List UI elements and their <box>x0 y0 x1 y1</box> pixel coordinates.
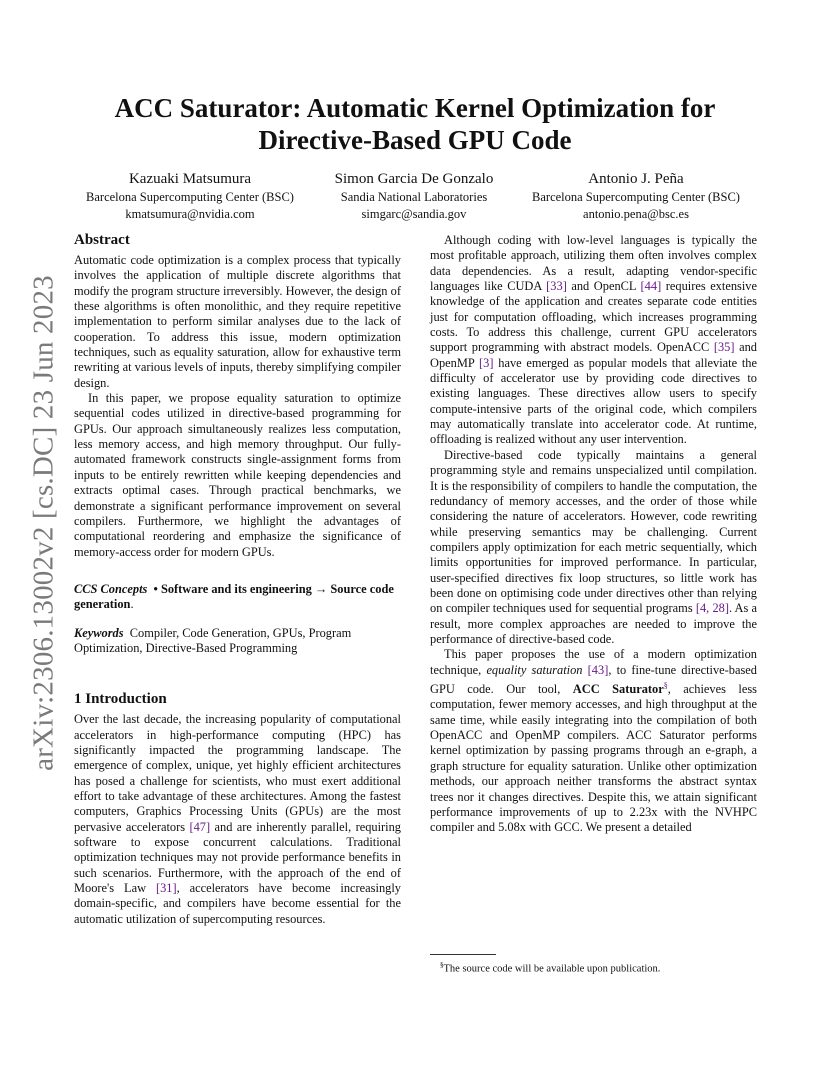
keywords <box>74 626 401 657</box>
author-name: Kazuaki Matsumura <box>128 171 252 187</box>
intro-text: requires extensive knowledge of the application and creates separate code entities just for computation offloading, which increases programming costs. To address this challenge, current GPU accelerators support programming with abstract models. OpenACC <box>430 279 757 355</box>
arxiv-stamp <box>20 275 68 771</box>
footnote-mark: § <box>440 961 444 969</box>
arxiv-id: arXiv:2306.13002v2 [cs.DC] 23 Jun 2023 <box>27 275 60 771</box>
footnote-divider <box>430 954 496 955</box>
intro-text: have emerged as popular models that alleviate the difficulty of accelerator use by providing code directives to existing languages. These directives allow users to specify compute-intensive parts of the original code, which compilers may automatically translate into accelerator code. At runtime, offloading is realized without any user intervention. <box>430 355 757 447</box>
title-line-2: Directive-Based GPU Code <box>258 125 572 155</box>
intro-text: . As a result, more complex approaches are needed to improve the performance of directive-based code. <box>430 601 757 646</box>
keywords-text: Compiler, Code Generation, GPUs, Program Optimization, Directive-Based Programming <box>74 625 352 655</box>
author-block-3 <box>515 170 757 223</box>
right-column <box>430 233 757 836</box>
left-column <box>74 231 401 927</box>
intro-paragraph-2 <box>430 233 757 448</box>
intro-text: and OpenCL <box>566 279 641 294</box>
footnote-text: The source code will be available upon publication. <box>443 963 661 975</box>
footnote <box>440 959 660 976</box>
citation-link[interactable]: [43] <box>587 662 609 677</box>
author-affiliation: Sandia National Laboratories <box>340 190 488 204</box>
citation-link[interactable]: 28] <box>712 601 729 616</box>
intro-text: , achieves less computation, fewer memory accesses, and high throughput at the same time, while easily integrating into the compilation of both OpenACC and OpenMP compilers. ACC Saturator performs kernel optimization by passing programs through an e-graph, a graph structure for equality saturation. Unlike other optimization methods, our approach neither transforms the abstract syntax trees nor it changes directives. Despite this, we attain significant performance improvements of up to 2.23x with the NVHPC compiler and 5.08x with GCC. We present a detailed <box>430 682 758 835</box>
intro-text: Although coding with low-level languages is typically the most profitable approach, utilizing them often involves complex data dependencies. As a result, adapting vendor-specific languages like CUDA <box>430 233 757 294</box>
author-email: kmatsumura@nvidia.com <box>125 207 255 221</box>
abstract-heading: Abstract <box>74 232 130 248</box>
author-block-1 <box>70 170 310 223</box>
author-email: simgarc@sandia.gov <box>361 207 467 221</box>
citation-link[interactable]: [35] <box>713 340 735 355</box>
intro-text: and are inherently parallel, requiring software to expose concurrent calculations. Traditional optimization techniques may not provide performance benefits in such scenarios. Furthermore, with the approach of the end of Moore's Law <box>74 819 402 896</box>
paper-title <box>74 92 756 156</box>
keywords-label: Keywords <box>74 625 124 640</box>
intro-text: , to fine-tune directive-based GPU code. Our tool, <box>430 662 757 697</box>
abstract-paragraph-2: In this paper, we propose equality saturation to optimize sequential codes utilized in directive-based programming for GPUs. Our approach simultaneously realizes less computation, less memory access, and high memory throughput. Our fully-automated framework constructs single-assignment forms from inputs to be entirely rewritten while keeping dependencies and extracts optimal cases. Through practical benchmarks, we demonstrate a significant performance improvement on several compilers. Furthermore, we highlight the advantages of computational reordering and emphasize the significance of memory-access order for modern GPUs. <box>74 391 401 559</box>
author-block-2 <box>316 170 512 223</box>
citation-link[interactable]: [31] <box>155 881 177 896</box>
citation-link[interactable]: [3] <box>479 355 494 370</box>
citation-link[interactable]: [44] <box>640 279 662 294</box>
title-line-1: ACC Saturator: Automatic Kernel Optimization for <box>114 93 716 123</box>
ccs-text: • Software and its engineering → Source code generation <box>74 581 394 612</box>
citation-link[interactable]: [47] <box>189 819 211 834</box>
ccs-concepts <box>74 582 401 613</box>
intro-paragraph-1 <box>74 712 401 927</box>
introduction-heading: 1 Introduction <box>74 691 167 708</box>
author-name: Antonio J. Peña <box>588 171 684 187</box>
abstract-paragraph-1: Automatic code optimization is a complex process that typically involves the application of multiple discrete algorithms that modify the program structure irreversibly. However, the design of these algorithms is often monolithic, and they require repetitive implementation to perform similar analyses due to the lack of cooperation. To address this issue, modern optimization techniques, such as equality saturation, allow for exhaustive term rewriting at various levels of inputs, thereby simplifying compiler design. <box>74 253 401 390</box>
citation-link[interactable]: [4, <box>695 601 710 616</box>
intro-text: Over the last decade, the increasing popularity of computational accelerators in high-performance computing (HPC) has significantly impacted the programming landscape. The emergence of complex, unique, yet highly efficient architectures has posed a challenge for scientists, who must exert additional effort to take advantage of these architectures. Among the fastest computers, Graphics Processing Units (GPUs) are the most pervasive accelerators <box>74 712 401 834</box>
citation-link[interactable]: [33] <box>546 279 567 294</box>
intro-text: Directive-based code typically maintains a general programming style and remains unspecialized until compilation. It is the responsibility of compilers to handle the computation, the redundancy of memory accesses, and the order of those while considering the nature of accelerators. However, code rewriting while preserving semantics may be challenging. Current compilers apply optimization for each metric sequentially, which limits opportunities for improved performance. In particular, user-specified directives fix loop structures, so little work has been done on optimising code under directives other than relying on compiler techniques used for sequential programs <box>430 447 757 616</box>
intro-paragraph-3 <box>430 448 757 647</box>
intro-text: and OpenMP <box>430 340 757 370</box>
tool-name: ACC Saturator <box>572 682 664 697</box>
intro-text: , accelerators have become increasingly domain-specific, and compilers have become essential for the automatic utilization of supercomputing resources. <box>74 881 401 926</box>
author-name: Simon Garcia De Gonzalo <box>334 171 494 187</box>
author-affiliation: Barcelona Supercomputing Center (BSC) <box>532 190 740 204</box>
ccs-end: . <box>130 597 134 612</box>
footnote-marker[interactable]: § <box>663 680 668 690</box>
author-email: antonio.pena@bsc.es <box>583 207 689 221</box>
author-affiliation: Barcelona Supercomputing Center (BSC) <box>86 190 294 204</box>
intro-paragraph-4 <box>430 647 757 835</box>
intro-text: This paper proposes the use of a modern optimization technique, <box>430 647 757 677</box>
ccs-label: CCS Concepts <box>74 581 148 596</box>
emphasis-text: equality saturation <box>486 662 583 677</box>
